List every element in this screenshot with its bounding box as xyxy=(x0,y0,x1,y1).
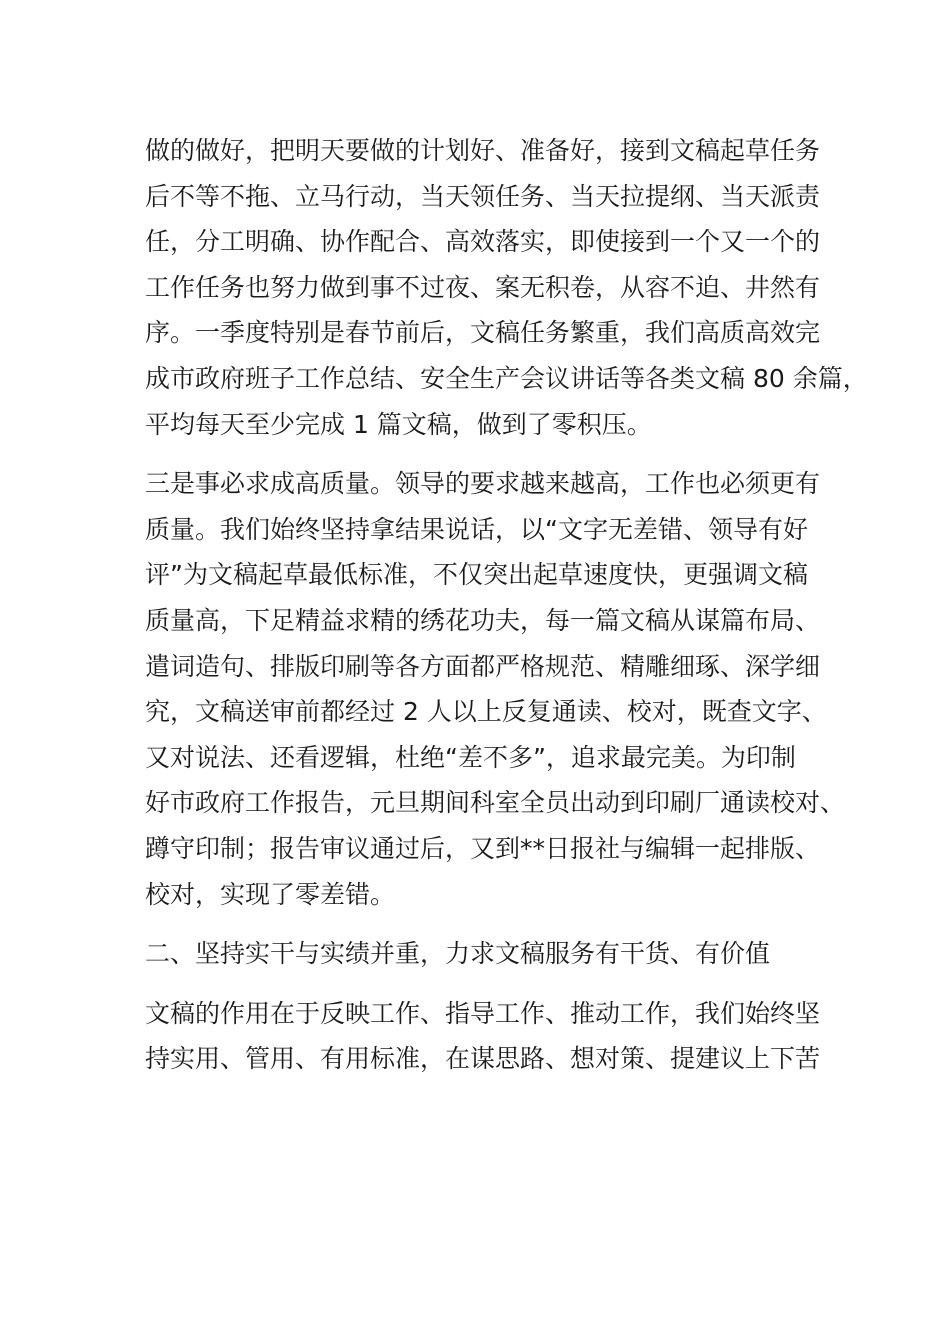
paragraph-2 xyxy=(145,461,846,917)
text-line: 好市政府工作报告，元旦期间科室全员出动到印刷厂通读校对、 xyxy=(145,788,846,818)
text-line: 平均每天至少完成 1 篇文稿，做到了零积压。 xyxy=(145,409,652,439)
document-page xyxy=(145,128,868,1096)
text-line: 蹲守印制；报告审议通过后，又到**日报社与编辑一起排版、 xyxy=(145,833,821,863)
text-line: 工作任务也努力做到事不过夜、案无积卷，从容不迫、井然有 xyxy=(145,272,821,302)
heading-line: 二、坚持实干与实绩并重，力求文稿服务有干货、有价值 xyxy=(145,939,771,969)
text-line: 持实用、管用、有用标准，在谋思路、想对策、提建议上下苦 xyxy=(145,1044,821,1074)
section-heading xyxy=(145,931,810,977)
text-line: 质量。我们始终坚持拿结果说话，以“文字无差错、领导有好 xyxy=(145,514,808,544)
text-line: 文稿的作用在于反映工作、指导工作、推动工作，我们始终坚 xyxy=(145,998,821,1028)
text-line: 遣词造句、排版印刷等各方面都严格规范、精雕细琢、深学细 xyxy=(145,651,821,681)
text-line: 评”为文稿起草最低标准，不仅突出起草速度快，更强调文稿 xyxy=(145,560,808,590)
text-line: 校对，实现了零差错。 xyxy=(145,879,396,909)
text-line: 质量高，下足精益求精的绣花功夫，每一篇文稿从谋篇布局、 xyxy=(145,605,821,635)
text-line: 究，文稿送审前都经过 2 人以上反复通读、校对，既查文字、 xyxy=(145,697,827,727)
text-line: 任，分工明确、协作配合、高效落实，即使接到一个又一个的 xyxy=(145,227,821,257)
paragraph-1 xyxy=(145,128,868,447)
text-line: 后不等不拖、立马行动，当天领任务、当天拉提纲、当天派责 xyxy=(145,181,821,211)
text-line: 序。一季度特别是春节前后，文稿任务繁重，我们高质高效完 xyxy=(145,318,821,348)
text-line: 三是事必求成高质量。领导的要求越来越高，工作也必须更有 xyxy=(145,469,821,499)
text-line: 做的做好，把明天要做的计划好、准备好，接到文稿起草任务 xyxy=(145,136,821,165)
paragraph-3 xyxy=(145,991,821,1082)
text-line: 成市政府班子工作总结、安全生产会议讲话等各类文稿 80 余篇， xyxy=(145,363,868,393)
text-line: 又对说法、还看逻辑，杜绝“差不多”，追求最完美。为印制 xyxy=(145,742,796,772)
